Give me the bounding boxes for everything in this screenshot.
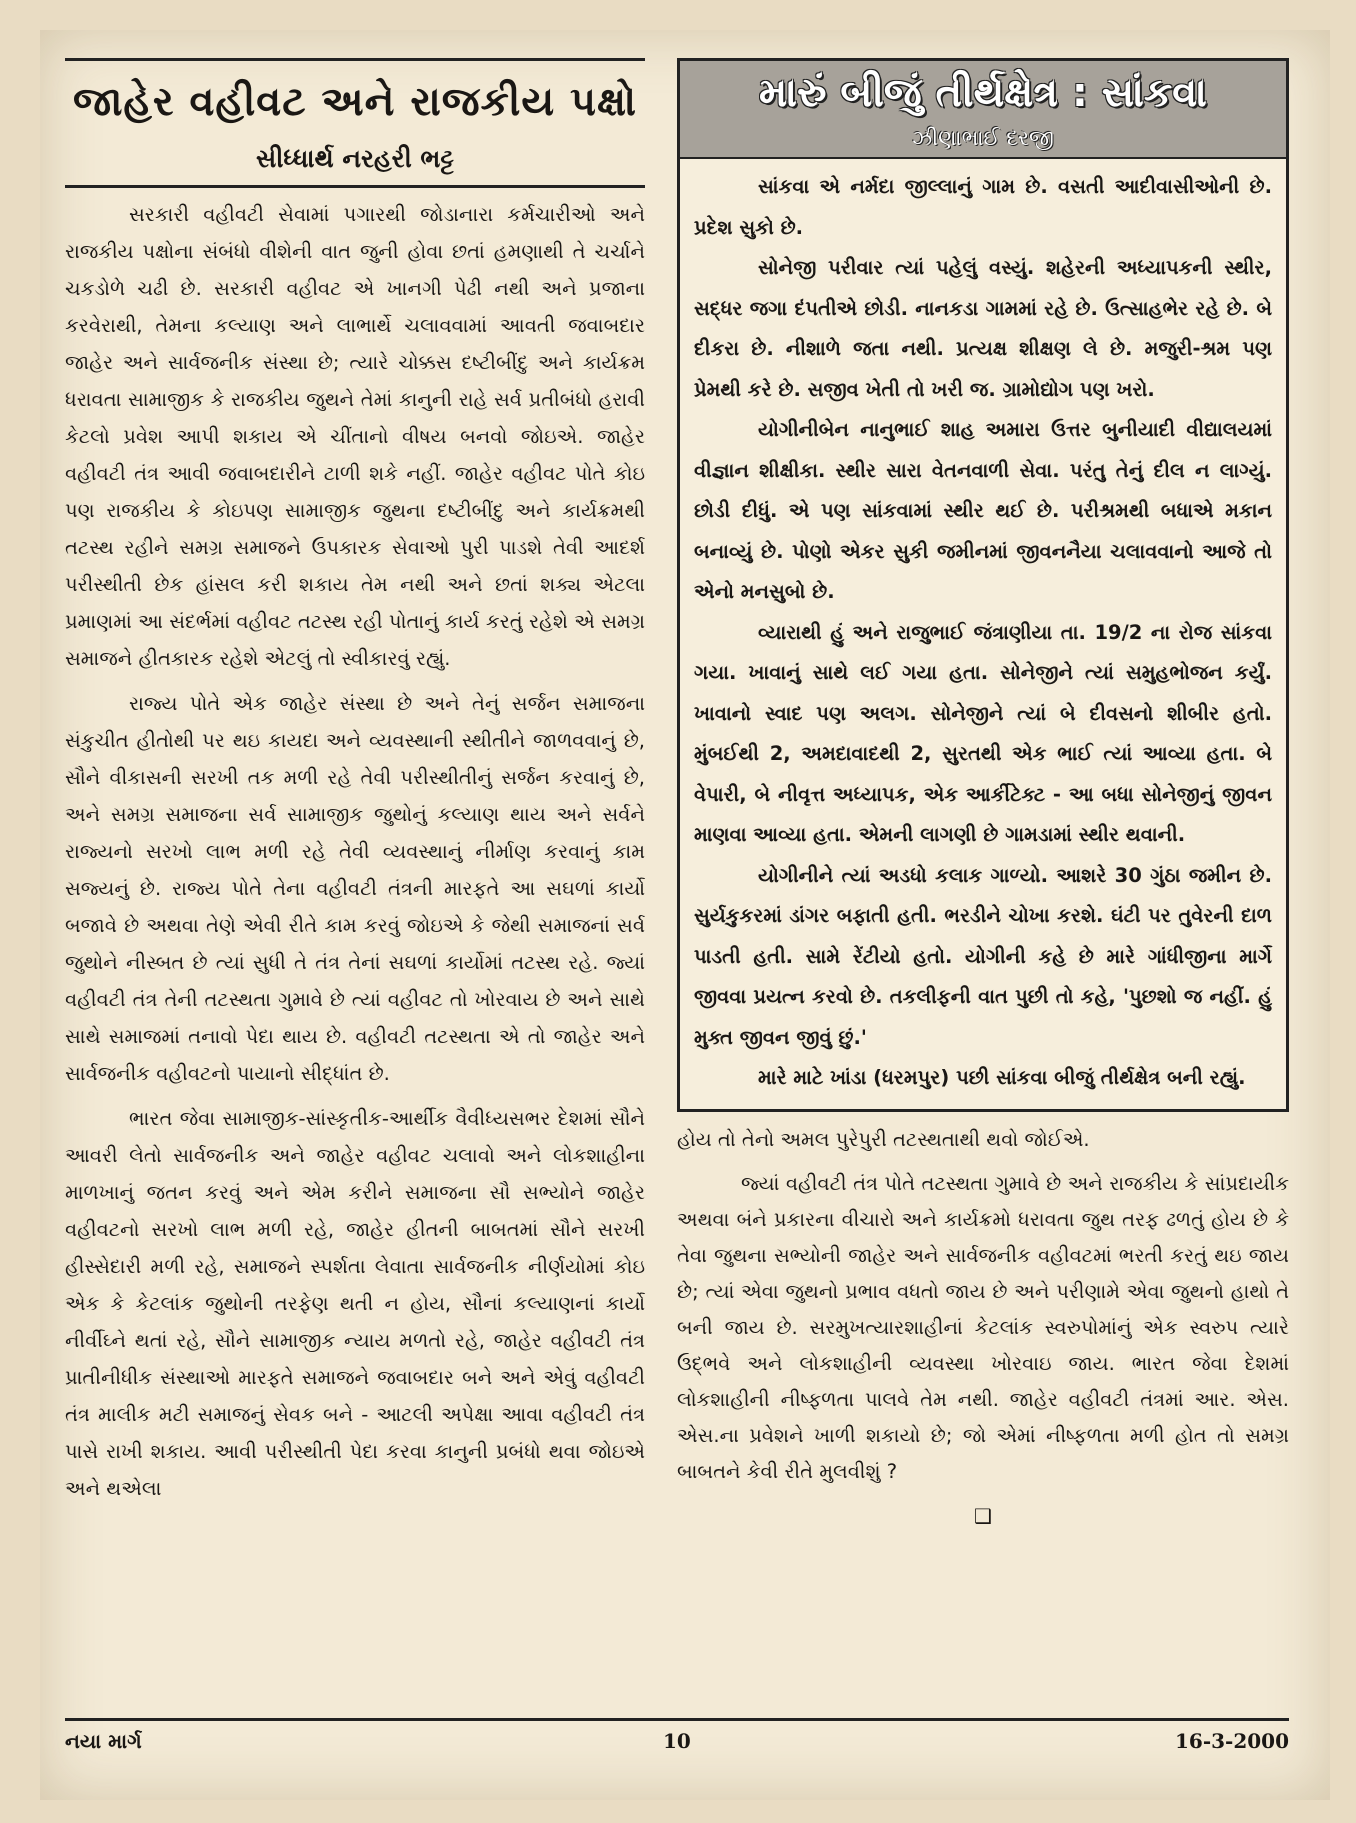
boxed-article-header [680, 61, 1286, 159]
publication-name: નયા માર્ગ [65, 1729, 142, 1753]
end-mark-icon: ❑ [974, 1503, 992, 1528]
boxed-paragraph: સાંકવા એ નર્મદા જીલ્લાનું ગામ છે. વસતી આદીવાસીઓની છે. પ્રદેશ સુકો છે. [694, 175, 1272, 239]
article-paragraph: રાજ્ય પોતે એક જાહેર સંસ્થા છે અને તેનું સર્જન સમાજના સંકુચીત હીતોથી પર થઇ કાયદા અને વ્યવસ્થાની સ્થીતીને જાળવવાનું છે, સૌને વીકાસની સરખી તક મળી રહે તેવી પરીસ્થીતીનું સર્જન કરવાનું છે, અને સમગ્ર સમાજના સર્વ સામાજીક જુથોનું કલ્યાણ થાય અને સર્વને રાજ્યનો સરખો લાભ મળી રહે તેવી વ્યવસ્થાનું નીર્માણ કરવાનું કામ સજ્યનું છે. રાજ્ય પોતે તેના વહીવટી તંત્રની મારફતે આ સઘળાં કાર્યો બજાવે છે અથવા તેણે એવી રીતે કામ કરવું જોઇએ કે જેથી સમાજનાં સર્વ જુથોને નીસ્બત છે ત્યાં સુધી તે તંત્ર તેનાં સઘળાં કાર્યોમાં તટસ્થ રહે. જ્યાં વહીવટી તંત્ર તેની તટસ્થતા ગુમાવે છે ત્યાં વહીવટ તો ખોરવાય છે અને સાથે સાથે સમાજમાં તનાવો પેદા થાય છે. વહીવટી તટસ્થતા એ તો જાહેર અને સાર્વજનીક વહીવટનો પાયાનો સીદ્ધાંત છે. [65, 692, 645, 1085]
boxed-article-byline: ઝીણાભાઈ દરજી [912, 126, 1054, 150]
top-rule [65, 58, 645, 61]
magazine-page [40, 30, 1330, 1800]
boxed-paragraph: સોનેજી પરીવાર ત્યાં પહેલું વસ્યું. શહેરની અધ્યાપકની સ્થીર, સદ્ધર જગા દંપતીએ છોડી. નાનકડા ગામમાં રહે છે. ઉત્સાહભેર રહે છે. બે દીકરા છે. નીશાળે જતા નથી. પ્રત્યક્ષ શીક્ષણ લે છે. મજુરી-શ્રમ પણ પ્રેમથી કરે છે. સજીવ ખેતી તો ખરી જ. ગ્રામોદ્યોગ પણ ખરો. [694, 256, 1272, 401]
article-title: જાહેર વહીવટ અને રાજકીય પક્ષો [72, 79, 638, 125]
left-article [65, 58, 645, 1698]
page-number: 10 [663, 1729, 691, 1753]
boxed-article [677, 58, 1289, 1112]
boxed-paragraph: વ્યારાથી હું અને રાજુભાઈ જંત્રાણીયા તા. 19/2 ના રોજ સાંકવા ગયા. ખાવાનું સાથે લઈ ગયા હતા. સોનેજીને ત્યાં સમુહભોજન કર્યું. ખાવાનો સ્વાદ પણ અલગ. સોનેજીને ત્યાં બે દીવસનો શીબીર હતો. મુંબઈથી 2, અમદાવાદથી 2, સુરતથી એક ભાઈ ત્યાં આવ્યા હતા. બે વેપારી, બે નીવૃત્ત અધ્યાપક, એક આર્કીટેક્ટ - આ બધા સોનેજીનું જીવન માણવા આવ્યા હતા. એમની લાગણી છે ગામડામાં સ્થીર થવાની. [694, 620, 1272, 846]
title-rule [65, 185, 645, 188]
right-column [677, 58, 1289, 1528]
continuation-paragraph: જ્યાં વહીવટી તંત્ર પોતે તટસ્થતા ગુમાવે છે અને રાજકીય કે સાંપ્રદાયીક અથવા બંને પ્રકારના વીચારો અને કાર્યક્રમો ધરાવતા જુથ તરફ ઢળતું હોય છે કે તેવા જુથના સભ્યોની જાહેર અને સાર્વજનીક વહીવટમાં ભરતી કરતું થઇ જાય છે; ત્યાં એવા જુથનો પ્રભાવ વધતો જાય છે અને પરીણામે એવા જુથનો હાથો તે બની જાય છે. સરમુખત્યારશાહીનાં કેટલાંક સ્વરુપોમાંનું એક સ્વરુપ ત્યારે ઉદ્ભવે અને લોકશાહીની વ્યવસ્થા ખોરવાઇ જાય. ભારત જેવા દેશમાં લોકશાહીની નીષ્ફળતા પાલવે તેમ નથી. જાહેર વહીવટી તંત્રમાં આર. એસ. એસ.ના પ્રવેશને ખાળી શકાયો છે; જો એમાં નીષ્ફળતા મળી હોત તો સમગ્ર બાબતને કેવી રીતે મુલવીશું ? [677, 1171, 1289, 1483]
page-footer [65, 1718, 1289, 1753]
boxed-article-content [680, 159, 1286, 1109]
article-paragraph: ભારત જેવા સામાજીક-સાંસ્કૃતીક-આર્થીક વૈવીધ્યસભર દેશમાં સૌને આવરી લેતો સાર્વજનીક અને જાહેર વહીવટ ચલાવો અને લોકશાહીના માળખાનું જતન કરવું અને એમ કરીને સમાજના સૌ સભ્યોને જાહેર વહીવટનો સરખો લાભ મળી રહે, જાહેર હીતની બાબતમાં સૌને સરખી હીસ્સેદારી મળી રહે, સમાજને સ્પર્શતા લેવાતા સાર્વજનીક નીર્ણયોમાં કોઇ એક કે કેટલાંક જુથોની તરફેણ થતી ન હોય, સૌનાં કલ્યાણનાં કાર્યો નીર્વીઘ્ને થતાં રહે, સૌને સામાજીક ન્યાય મળતો રહે, જાહેર વહીવટી તંત્ર પ્રાતીનીધીક સંસ્થાઓ મારફતે સમાજને જવાબદાર બને અને એવું વહીવટી તંત્ર માલીક મટી સમાજનું સેવક બને - આટલી અપેક્ષા આવા વહીવટી તંત્ર પાસે રાખી શકાય. આવી પરીસ્થીતી પેદા કરવા કાનુની પ્રબંધો થવા જોઇએ અને થએલા [65, 1107, 645, 1500]
boxed-paragraph: યોગીનીને ત્યાં અડધો કલાક ગાળ્યો. આશરે 30 ગુંઠા જમીન છે. સુર્યકુકરમાં ડાંગર બફાતી હતી. ભરડીને ચોખા કરશે. ઘંટી પર તુવેરની દાળ પાડતી હતી. સામે રેંટીયો હતો. યોગીની કહે છે મારે ગાંધીજીના માર્ગે જીવવા પ્રયત્ન કરવો છે. તકલીફની વાત પુછી તો કહે, 'પુછશો જ નહીં. હું મુક્ત જીવન જીવું છું.' [694, 863, 1272, 1049]
continuation-first-line: હોય તો તેનો અમલ પુરેપુરી તટસ્થતાથી થવો જોઈએ. [677, 1127, 1090, 1151]
boxed-article-title: મારું બીજું તીર્થક્ષેત્ર : સાંકવા [759, 70, 1207, 116]
boxed-paragraph: મારે માટે ખાંડા (ધરમપુર) પછી સાંકવા બીજું તીર્થક્ષેત્ર બની રહ્યું. [758, 1066, 1246, 1089]
article-continuation [677, 1122, 1289, 1528]
boxed-paragraph: યોગીનીબેન નાનુભાઈ શાહ અમારા ઉત્તર બુનીયાદી વીદ્યાલયમાં વીજ્ઞાન શીક્ષીકા. સ્થીર સારા વેતનવાળી સેવા. પરંતુ તેનું દીલ ન લાગ્યું. છોડી દીધું. એ પણ સાંકવામાં સ્થીર થઈ છે. પરીશ્રમથી બધાએ મકાન બનાવ્યું છે. પોણો એકર સુકી જમીનમાં જીવનનૈયા ચલાવવાનો આજે તો એનો મનસુબો છે. [694, 418, 1272, 603]
issue-date: 16-3-2000 [1174, 1729, 1289, 1753]
article-author: સીધ્ધાર્થ નરહરી ભટ્ટ [256, 144, 454, 173]
article-paragraph: સરકારી વહીવટી સેવામાં પગારથી જોડાનારા કર્મચારીઓ અને રાજકીય પક્ષોના સંબંધો વીશેની વાત જુની હોવા છતાં હમણાથી તે ચર્ચાને ચકડોળે ચઢી છે. સરકારી વહીવટ એ ખાનગી પેઢી નથી અને પ્રજાના કરવેરાથી, તેમના કલ્યાણ અને લાભાર્થે ચલાવવામાં આવતી જવાબદાર જાહેર અને સાર્વજનીક સંસ્થા છે; ત્યારે ચોક્કસ દષ્ટીબીંદુ અને કાર્યક્રમ ધરાવતા સામાજીક કે રાજકીય જુથને તેમાં કાનુની રાહે સર્વ પ્રતીબંધો હરાવી કેટલો પ્રવેશ આપી શકાય એ ચીંતાનો વીષય બનવો જોઇએ. જાહેર વહીવટી તંત્ર આવી જવાબદારીને ટાળી શકે નહીં. જાહેર વહીવટ પોતે કોઇ પણ રાજકીય કે કોઇપણ સામાજીક જુથના દષ્ટીબીંદુ અને કાર્યક્રમથી તટસ્થ રહીને સમગ્ર સમાજને ઉપકારક સેવાઓ પુરી પાડશે તેવી આદર્શ પરીસ્થીતી છેક હાંસલ કરી શકાય તેમ નથી અને છતાં શક્ય એટલા પ્રમાણમાં આ સંદર્ભમાં વહીવટ તટસ્થ રહી પોતાનું કાર્ય કરતું રહેશે એ સમગ્ર સમાજને હીતકારક રહેશે એટલું તો સ્વીકારવું રહ્યું. [65, 203, 645, 670]
